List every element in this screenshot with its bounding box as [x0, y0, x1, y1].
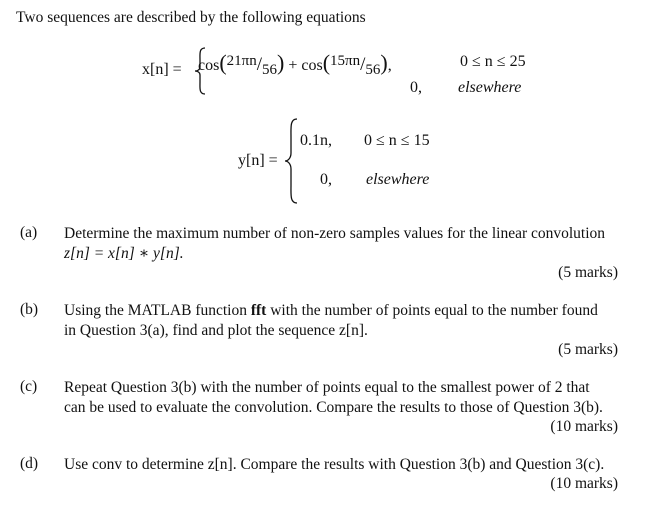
question-c-line-2: can be used to evaluate the convolution. Compare the results to those of Question 3(b).: [64, 399, 603, 416]
question-d-label: (d): [20, 455, 39, 472]
y-value-1: 0.1n,: [300, 132, 332, 149]
question-b-line-2: in Question 3(a), find and plot the sequence z[n].: [64, 322, 368, 339]
question-b-text-before: Using the MATLAB function: [64, 302, 251, 319]
question-b-label: (b): [20, 301, 39, 318]
question-d-text: [64, 455, 620, 475]
term1-numerator: 21πn: [226, 53, 257, 69]
x-condition-2: elsewhere: [458, 79, 522, 96]
open-paren-1: (: [219, 50, 227, 75]
cos-func-2: cos: [301, 57, 323, 74]
question-c-label: (c): [20, 378, 38, 395]
y-left-brace: [284, 117, 298, 205]
question-a-line-1: Determine the maximum number of non-zero samples values for the linear convolution: [64, 225, 606, 242]
fraction-slash-2: /: [360, 54, 366, 75]
plus-sign: +: [288, 57, 298, 74]
question-c-text: [64, 378, 620, 418]
question-b-text: [64, 301, 620, 341]
term2-numerator: 15πn: [330, 53, 361, 69]
close-paren-1: ): [277, 50, 285, 75]
y-condition-1: 0 ≤ n ≤ 15: [364, 132, 430, 149]
expression-comma: ,: [387, 57, 392, 74]
question-a-marks: (5 marks): [558, 264, 618, 281]
y-zero-value: 0,: [320, 171, 332, 188]
x-expression: [198, 50, 392, 76]
x-condition-1: 0 ≤ n ≤ 25: [460, 53, 526, 70]
fraction-slash-1: /: [256, 54, 263, 75]
close-paren-2: ): [380, 50, 388, 75]
question-c-marks: (10 marks): [550, 418, 618, 435]
x-equation-lhs: x[n] =: [142, 61, 182, 78]
question-c-line-1: Repeat Question 3(b) with the number of points equal to the smallest power of 2 that: [64, 379, 590, 396]
y-condition-2: elsewhere: [366, 171, 430, 188]
question-b-marks: (5 marks): [558, 341, 618, 358]
question-a-line-2: z[n] = x[n] ∗ y[n].: [64, 245, 184, 262]
question-b-text-after: with the number of points equal to the number found: [266, 302, 598, 319]
term2-denominator: 56: [365, 62, 381, 78]
question-d-marks: (10 marks): [550, 475, 618, 492]
question-b-bold-fft: fft: [250, 302, 267, 319]
cos-func-1: cos: [198, 57, 220, 74]
question-a-text: [64, 224, 620, 264]
y-equation-lhs: y[n] =: [238, 152, 278, 169]
term1-denominator: 56: [262, 62, 278, 78]
question-b-line-1: [64, 301, 620, 321]
x-zero-value: 0,: [410, 79, 422, 96]
open-paren-2: (: [322, 50, 331, 75]
question-a-label: (a): [20, 224, 38, 241]
intro-text: Two sequences are described by the following equations: [16, 9, 366, 26]
question-d-line-1: Use conv to determine z[n]. Compare the results with Question 3(b) and Question 3(c).: [64, 456, 605, 473]
